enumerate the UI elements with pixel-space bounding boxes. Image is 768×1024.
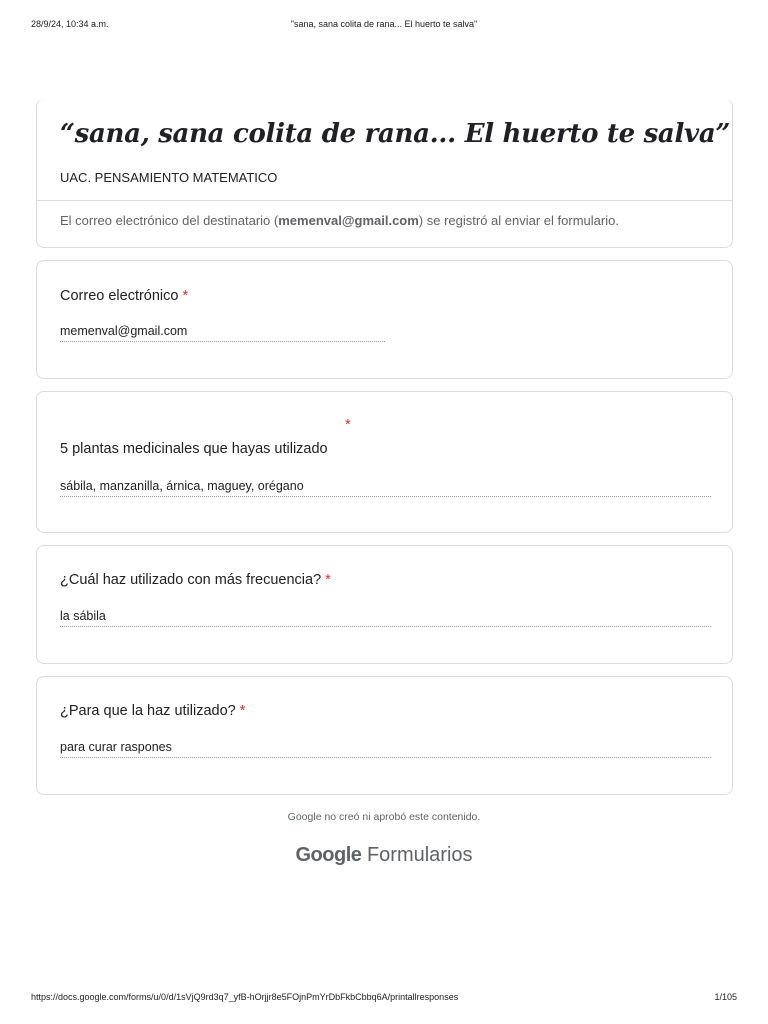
- answer-plants: sábila, manzanilla, árnica, maguey, orégano: [60, 479, 711, 497]
- print-document-title: "sana, sana colita de rana... El huerto te salva": [290, 19, 478, 29]
- question-title: [60, 703, 245, 719]
- question-card-plants: [36, 391, 733, 533]
- question-card-email: [36, 260, 733, 379]
- required-asterisk: *: [182, 288, 189, 304]
- google-disclaimer: Google no creó ni aprobó este contenido.: [287, 811, 481, 823]
- question-title: [60, 572, 331, 588]
- required-asterisk: *: [325, 572, 331, 588]
- question-label: Correo electrónico: [60, 288, 179, 304]
- question-card-frequency: [36, 545, 733, 664]
- form-title: “sana, sana colita de rana... El huerto te salva”: [60, 119, 731, 149]
- question-card-usage: [36, 676, 733, 795]
- form-subtitle: UAC. PENSAMIENTO MATEMATICO: [60, 170, 278, 185]
- forms-wordmark: Formularios: [366, 844, 473, 866]
- google-wordmark: Google: [295, 844, 362, 866]
- print-date: 28/9/24, 10:34 a.m.: [31, 19, 109, 29]
- answer-frequency: la sábila: [60, 609, 711, 627]
- required-asterisk: *: [239, 703, 246, 719]
- question-label: ¿Para que la haz utilizado?: [60, 703, 236, 719]
- header-divider: [37, 200, 732, 201]
- print-header: [31, 19, 737, 33]
- email-recorded-note: [60, 213, 619, 228]
- email-note-prefix: El correo electrónico del destinatario (: [60, 213, 279, 228]
- email-note-suffix: ) se registró al enviar el formulario.: [418, 213, 619, 228]
- print-page-number: 1/105: [714, 992, 737, 1002]
- form-header-card: [36, 99, 733, 248]
- answer-email: memenval@gmail.com: [60, 324, 385, 342]
- question-label: ¿Cuál haz utilizado con más frecuencia?: [60, 572, 322, 588]
- print-url: https://docs.google.com/forms/u/0/d/1sVjQ9rd3q7_yfB-hOrjjr8e5FOjnPmYrDbFkbCbbq6A/printallresponses: [31, 992, 459, 1002]
- question-label: 5 plantas medicinales que hayas utilizado: [60, 441, 328, 457]
- required-asterisk: *: [345, 417, 351, 433]
- recorded-email: memenval@gmail.com: [278, 213, 419, 228]
- print-footer: [31, 992, 737, 1006]
- question-title: [60, 288, 188, 304]
- answer-usage: para curar raspones: [60, 740, 711, 758]
- google-forms-logo[interactable]: [0, 844, 768, 867]
